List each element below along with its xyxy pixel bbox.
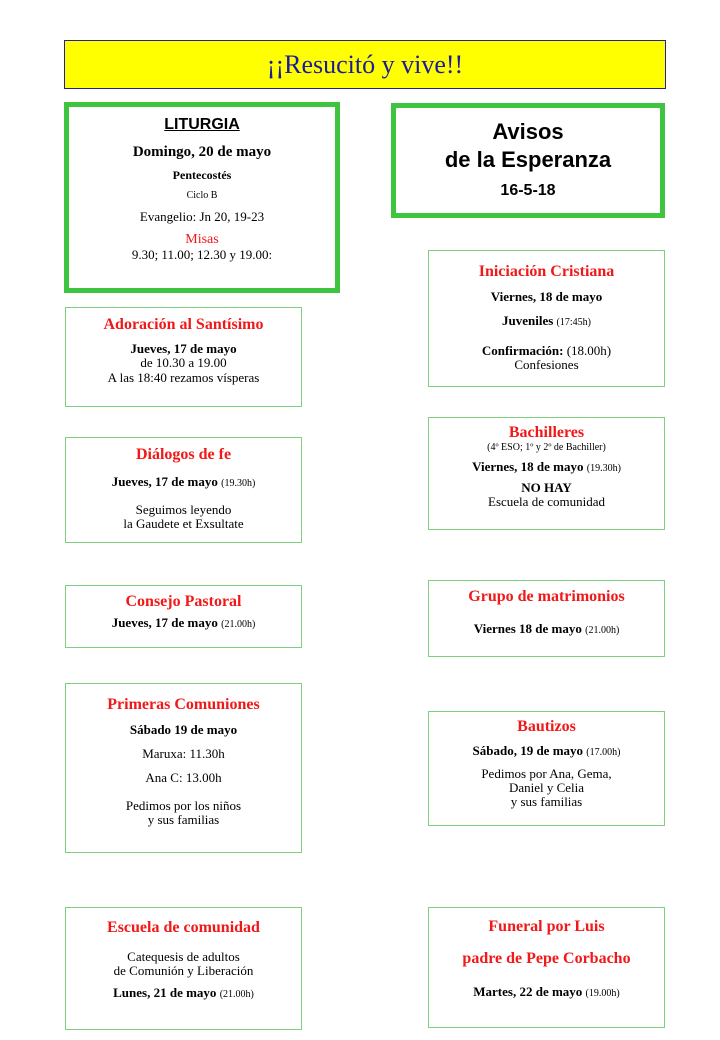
comuniones-line1: Pedimos por los niños	[125, 798, 242, 813]
funeral-title-line1: Funeral por Luis	[488, 918, 605, 935]
dialogos-time: (19.30h)	[221, 478, 256, 489]
iniciacion-conf-label: Confirmación:	[481, 343, 564, 358]
matrimonios-title: Grupo de matrimonios	[468, 588, 625, 605]
bachilleres-note: Escuela de comunidad	[488, 494, 605, 509]
adoracion-note: A las 18:40 rezamos vísperas	[107, 370, 260, 385]
escuela-title: Escuela de comunidad	[107, 919, 260, 936]
escuela-line1: Catequesis de adultos	[127, 949, 240, 964]
funeral-time: (19.00h)	[585, 988, 620, 999]
page-title: ¡¡Resucitó y vive!!	[266, 50, 464, 79]
dialogos-box	[65, 437, 302, 543]
liturgia-gospel: Evangelio: Jn 20, 19-23	[139, 209, 265, 224]
comuniones-line2: y sus familias	[147, 812, 220, 827]
avisos-title-line1: Avisos	[492, 119, 564, 144]
page-title-banner	[64, 40, 666, 89]
matrimonios-box	[428, 580, 665, 657]
bautizos-date: Sábado, 19 de mayo	[472, 743, 584, 758]
consejo-title: Consejo Pastoral	[125, 593, 242, 610]
iniciacion-confesiones: Confesiones	[514, 357, 579, 372]
bachilleres-title: Bachilleres	[508, 424, 585, 441]
consejo-box	[65, 585, 302, 648]
bautizos-box	[428, 711, 665, 826]
comuniones-date: Sábado 19 de mayo	[129, 722, 238, 737]
matrimonios-time: (21.00h)	[585, 625, 620, 636]
avisos-box	[391, 103, 665, 218]
comuniones-slot2: Ana C: 13.00h	[145, 770, 222, 785]
escuela-line2: de Comunión y Liberación	[113, 963, 254, 978]
dialogos-line2: la Gaudete et Exsultate	[123, 516, 244, 531]
dialogos-line1: Seguimos leyendo	[135, 502, 232, 517]
adoracion-box	[65, 307, 302, 407]
funeral-date: Martes, 22 de mayo	[473, 984, 583, 999]
matrimonios-date: Viernes 18 de mayo	[473, 621, 582, 636]
bachilleres-time: (19.30h)	[586, 463, 621, 474]
comuniones-slot1: Maruxa: 11.30h	[142, 746, 225, 761]
bachilleres-status: NO HAY	[521, 480, 572, 495]
iniciacion-date: Viernes, 18 de mayo	[490, 289, 603, 304]
comuniones-title: Primeras Comuniones	[107, 696, 260, 713]
avisos-title-line2: de la Esperanza	[444, 147, 612, 172]
bachilleres-date: Viernes, 18 de mayo	[472, 459, 584, 474]
misas-times: 9.30; 11.00; 12.30 y 19.00:	[131, 247, 273, 262]
funeral-title-line2: padre de Pepe Corbacho	[462, 950, 631, 967]
escuela-date: Lunes, 21 de mayo	[113, 985, 217, 1000]
adoracion-hours: de 10.30 a 19.00	[140, 355, 227, 370]
dialogos-title: Diálogos de fe	[135, 446, 232, 463]
iniciacion-group: Juveniles	[502, 313, 554, 328]
dialogos-date: Jueves, 17 de mayo	[111, 474, 218, 489]
iniciacion-group-time: (17:45h)	[556, 317, 591, 328]
bautizos-title: Bautizos	[517, 718, 576, 735]
funeral-box	[428, 907, 665, 1028]
iniciacion-box	[428, 250, 665, 387]
adoracion-title: Adoración al Santísimo	[103, 316, 264, 333]
consejo-date: Jueves, 17 de mayo	[111, 615, 218, 630]
misas-label: Misas	[185, 232, 219, 247]
adoracion-date: Jueves, 17 de mayo	[130, 341, 237, 356]
bautizos-line1: Pedimos por Ana, Gema,	[481, 766, 612, 781]
consejo-time: (21.00h)	[221, 619, 256, 630]
escuela-time: (21.00h)	[219, 989, 254, 1000]
liturgia-date: Domingo, 20 de mayo	[132, 144, 272, 160]
iniciacion-title: Iniciación Cristiana	[478, 263, 615, 280]
iniciacion-conf-time: (18.00h)	[566, 343, 612, 358]
comuniones-box	[65, 683, 302, 853]
bautizos-line2: Daniel y Celia	[508, 780, 585, 795]
liturgia-feast: Pentecostés	[172, 168, 232, 182]
liturgia-heading: LITURGIA	[164, 116, 240, 133]
bautizos-time: (17.00h)	[586, 747, 621, 758]
bachilleres-box	[428, 417, 665, 530]
liturgia-cycle: Ciclo B	[186, 190, 218, 201]
bachilleres-subtitle: (4º ESO; 1º y 2º de Bachiller)	[487, 442, 606, 453]
liturgia-box	[64, 102, 340, 293]
escuela-box	[65, 907, 302, 1030]
bautizos-line3: y sus familias	[510, 794, 583, 809]
avisos-date: 16-5-18	[500, 182, 556, 199]
